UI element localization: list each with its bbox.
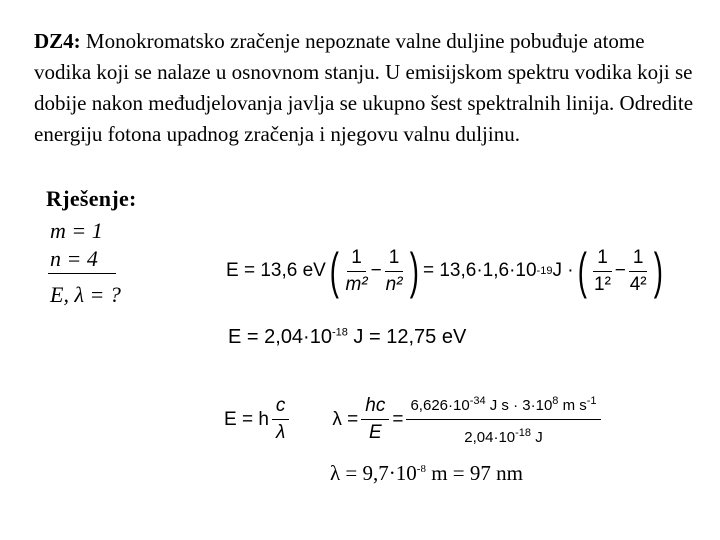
fraction-numeric — [406, 390, 600, 449]
given-divider — [48, 273, 116, 274]
planck-lhs: E = h — [224, 408, 269, 430]
numerator: 1 — [593, 247, 612, 272]
problem-label: DZ4: — [34, 29, 81, 53]
fraction-hc-over-E — [361, 395, 389, 444]
energy-lhs: E = 13,6 eV — [226, 260, 326, 281]
exponent: -19 — [536, 265, 553, 277]
wavelength-result-value: λ = 9,7·10 — [330, 461, 417, 485]
num-mid: J s · 3·10 — [485, 397, 553, 414]
energy-mid: = 13,6·1,6·10 — [422, 260, 537, 281]
energy-result-tail: J = 12,75 eV — [347, 326, 467, 348]
numerator-c: c — [272, 395, 290, 420]
denominator-1sq: 1² — [594, 273, 611, 295]
right-paren-2: ) — [654, 243, 664, 299]
num-tail: m s — [558, 397, 587, 414]
left-paren: ( — [329, 243, 339, 299]
right-paren: ) — [410, 243, 420, 299]
denominator-E: E — [368, 422, 382, 443]
minus-sign: − — [370, 260, 382, 281]
wavelength-equation — [224, 390, 604, 449]
lambda-lhs: λ = — [332, 408, 359, 430]
solution-heading: Rješenje: — [46, 186, 137, 211]
numerator-value: 6,626·10 — [410, 397, 470, 414]
energy-equation — [226, 243, 667, 299]
numerator: 1 — [629, 247, 648, 272]
exp2: 8 — [552, 395, 559, 407]
denominator-lambda: λ — [275, 422, 286, 443]
numerator-hc: hc — [361, 395, 389, 420]
numerator: 1 — [385, 247, 404, 272]
denominator-m2: m² — [345, 273, 368, 295]
fraction-1-over-1sq — [593, 247, 612, 296]
unknown: E, λ = ? — [50, 282, 121, 307]
wavelength-result-tail: m = 97 nm — [425, 461, 523, 485]
energy-result-exponent: -18 — [331, 326, 348, 339]
numerator: 1 — [347, 247, 366, 272]
fraction-1-over-4sq — [629, 247, 648, 296]
wavelength-result-exponent: -8 — [416, 463, 426, 475]
left-paren-2: ( — [577, 243, 587, 299]
energy-result — [228, 326, 466, 349]
unit-joule: J · — [552, 260, 574, 281]
fraction-1-over-n2 — [385, 247, 404, 296]
problem-statement — [34, 26, 694, 150]
den-tail: J — [531, 429, 543, 446]
fraction-1-over-m2 — [345, 247, 367, 296]
given-n: n = 4 — [50, 246, 98, 271]
exp1: -34 — [469, 395, 486, 407]
denominator-n2: n² — [385, 273, 403, 295]
minus-sign-2: − — [614, 260, 626, 281]
wavelength-result — [330, 461, 523, 486]
denominator-4sq: 4² — [629, 273, 647, 295]
denominator-value: 2,04·10 — [464, 429, 516, 446]
exp3: -1 — [586, 395, 597, 407]
den-exp: -18 — [515, 427, 532, 439]
given-m: m = 1 — [50, 218, 103, 243]
fraction-c-over-lambda — [272, 395, 290, 444]
equals-sign: = — [392, 408, 404, 430]
energy-result-value: E = 2,04·10 — [228, 326, 332, 348]
problem-text: Monokromatsko zračenje nepoznate valne duljine pobuđuje atome vodika koji se nalaze u osnovnom stanju. U emisijskom spektru vodika koji se dobije nakon međudjelovanja javlja se ukupno šest spektralnih linija. Odredite energiju fotona upadnog zračenja i njegovu valnu duljinu. — [34, 29, 694, 146]
